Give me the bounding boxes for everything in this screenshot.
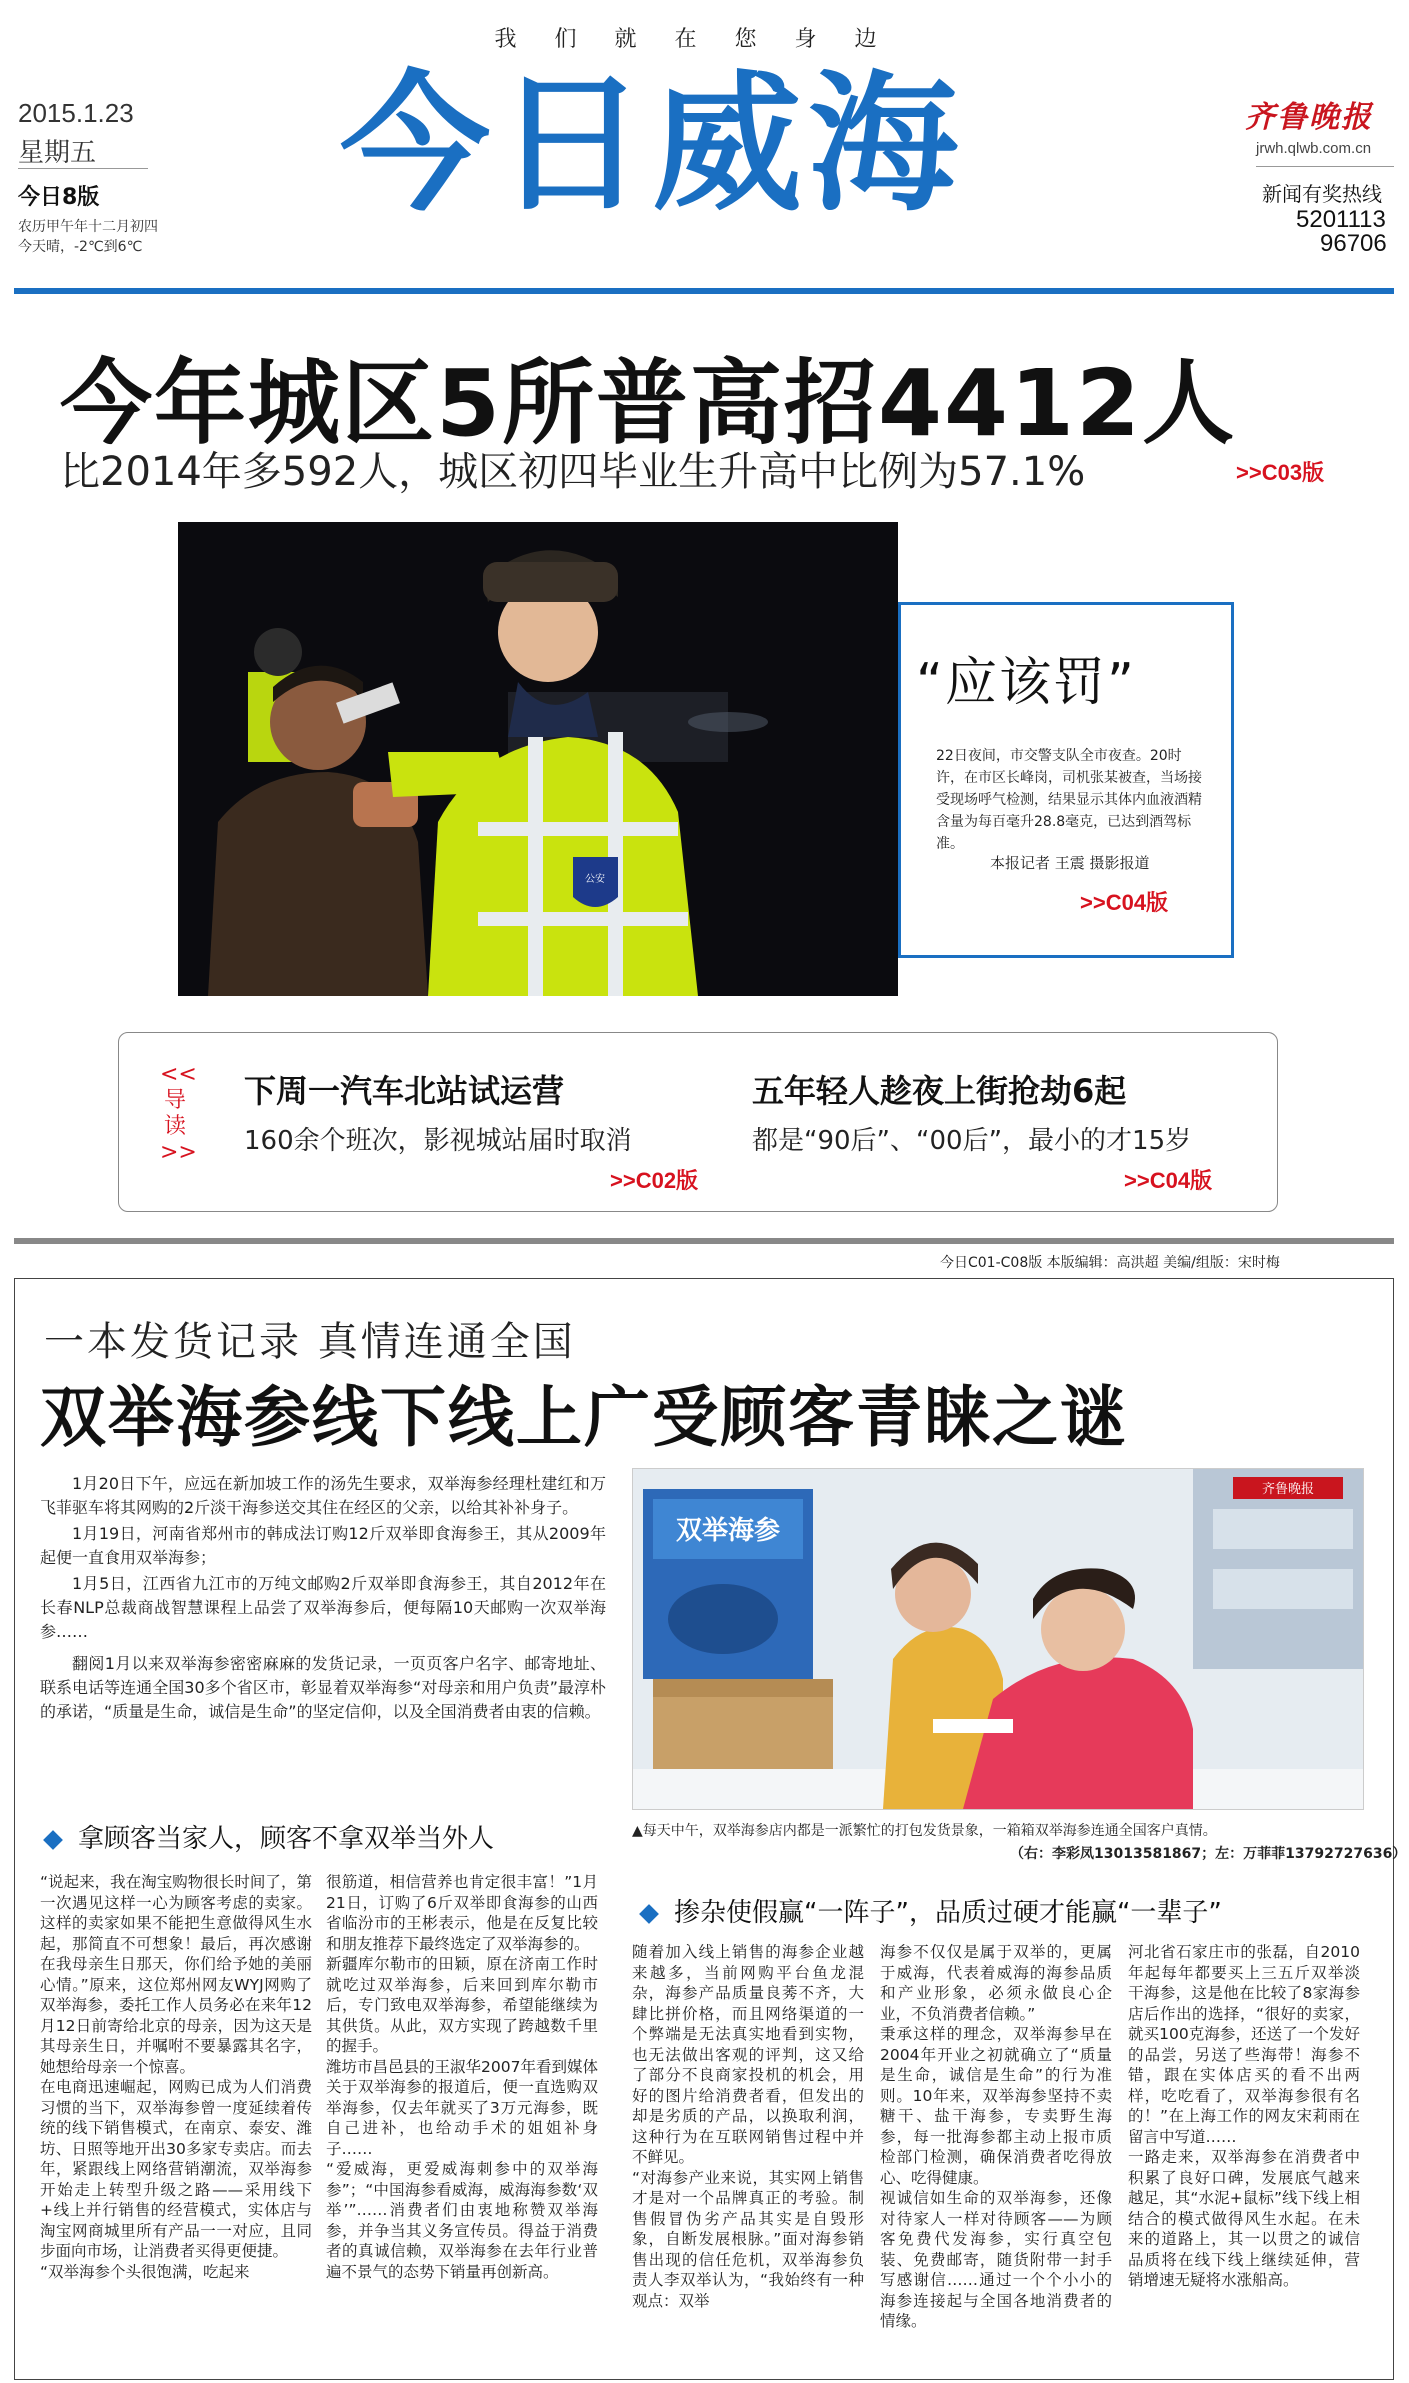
weather: 今天晴，-2℃到6℃ xyxy=(18,239,143,255)
article-column: “说起来，我在淘宝购物很长时间了，第一次遇见这样一心为顾客考虑的卖家。这样的卖家如果不能把生意做得风生水起，那简直不可想象！最后，再次感谢在我母亲生日那天，你们给予她的美丽心情。”原来，这位郑州网友WYJ网购了双举海参，委托工作人员务必在来年12月12日前寄给北京的母亲，因为这天是其母亲生日，并嘱咐不要暴露其名字，她想给母亲一个惊喜。 在电商迅速崛起，网购已成为人们消费习惯的当下，双举海参曾一度延续着传统的线下销售模式，在南京、泰安、潍坊、日照等地开出30多家专卖店。而去年，紧跟线上网络营销潮流，双举海参开始走上转型升级之路——采用线下+线上并行销售的经营模式，实体店与淘宝网商城里所有产品一一对应，且同步面向市场，让消费者买得更便捷。 “双举海参个头很饱满，吃起来 xyxy=(40,1873,312,2281)
intro-paragraph: 1月19日，河南省郑州市的韩成法订购12斤双举即食海参王，其从2009年起便一直食用双举海参； xyxy=(40,1524,606,1567)
lead-headline: 今年城区5所普高招4412人 xyxy=(60,350,1237,457)
diamond-bullet-icon xyxy=(639,1904,659,1924)
advertorial-intro xyxy=(40,1472,606,1724)
page-reference: >>C04版 xyxy=(1080,890,1169,915)
page-reference: >>C02版 xyxy=(610,1168,699,1193)
police-photo-illustration xyxy=(178,522,898,996)
daodu-label: <<导读>> xyxy=(160,1062,197,1165)
brand-logo: 齐鲁晚报 xyxy=(1245,100,1373,135)
article-column: 随着加入线上销售的海参企业越来越多，当前网购平台鱼龙混杂，海参产品质量良莠不齐，大肆比拼价格，而且网络渠道的一个弊端是无法真实地看到实物，也无法做出客观的评判，这又给了部分不良商家投机的机会，用好的图片给消费者看，但发出的却是劣质的产品，以换取利润，这种行为在互联网销售过程中并不鲜见。 “对海参产业来说，其实网上销售才是对一个品牌真正的考验。制售假冒伪劣产品其实是自毁形象，自断发展根脉。”面对海参销售出现的信任危机，双举海参负责人李双举认为，“我始终有一种观点：双举 xyxy=(632,1943,864,2310)
store-photo-illustration xyxy=(633,1469,1363,1809)
article-column: 很筋道，相信营养也肯定很丰富！”1月21日，订购了6斤双举即食海参的山西省临汾市的王彬表示，他是在反复比较和朋友推荐下最终选定了双举海参的。 新疆库尔勒市的田颖，原在济南工作时就吃过双举海参，后来回到库尔勒市后，专门致电双举海参，希望能继续为其供货。从此，双方实现了跨越数千里的握手。 潍坊市昌邑县的王淑华2007年看到媒体关于双举海参的报道后，便一直选购双举海参，仅去年就买了3万元海参，既自己进补，也给动手术的姐姐补身子…… “爱威海，更爱威海刺参中的双举海参”；“中国海参看威海，威海海参数‘双举’”……消费者们由衷地称赞双举海参，并争当其义务宣传员。得益于消费者的真诚信赖，双举海参在去年行业普遍不景气的态势下销量再创新高。 xyxy=(326,1873,598,2281)
intro-paragraph: 1月20日下午，应远在新加坡工作的汤先生要求，双举海参经理杜建红和万飞菲驱车将其网购的2斤淡干海参送交其住在经区的父亲，以给其补补身子。 xyxy=(40,1474,606,1517)
intro-paragraph: 翻阅1月以来双举海参密密麻麻的发货记录，一页页客户名字、邮寄地址、联系电话等连通全国30多个省区市，彰显着双举海参“对母亲和用户负责”最淳朴的承诺，“质量是生命，诚信是生命”的坚定信仰，以及全国消费者由衷的信赖。 xyxy=(40,1654,606,1721)
photo-caption: ▲每天中午，双举海参店内都是一派繁忙的打包发货景象，一箱箱双举海参连通全国客户真情。 xyxy=(632,1823,1217,1839)
brand-url: jrwh.qlwb.com.cn xyxy=(1256,140,1372,157)
photo-credit: 本报记者 王震 摄影报道 xyxy=(990,854,1150,872)
lead-subhead: 比2014年多592人，城区初四毕业生升高中比例为57.1% xyxy=(60,449,1086,495)
sea-cucumber-store-photo xyxy=(632,1468,1364,1810)
intro-paragraph: 1月5日，江西省九江市的万纯文邮购2斤双举即食海参王，其自2012年在长春NLP总裁商战智慧课程上品尝了双举海参后，便每隔10天邮购一次双举海参…… xyxy=(40,1574,606,1641)
hotline-number: 5201113 xyxy=(1296,206,1386,233)
edition-count: 今日8版 xyxy=(18,185,100,210)
guide-item-subtitle: 都是“90后”、“00后”，最小的才15岁 xyxy=(752,1126,1192,1156)
photo-caption: 22日夜间，市交警支队全市夜查。20时许，在市区长峰岗，司机张某被查，当场接受现场呼气检测，结果显示其体内血液酒精含量为每百毫升28.8毫克，已达到酒驾标准。 xyxy=(936,748,1202,852)
store-sign-text: 齐鲁晚报 xyxy=(1261,1482,1315,1497)
advertorial-title: 双举海参线下线上广受顾客青睐之谜 xyxy=(40,1379,1128,1456)
slogan: 我们就在您身边 xyxy=(494,27,915,52)
page-reference: >>C03版 xyxy=(1236,460,1325,485)
divider xyxy=(1256,166,1394,167)
section-heading-text: 拿顾客当家人，顾客不拿双举当外人 xyxy=(78,1824,495,1854)
divider xyxy=(18,168,148,169)
photo-quote: “应该罚” xyxy=(916,653,1136,713)
diamond-bullet-icon xyxy=(43,1830,63,1850)
lunar-date: 农历甲午年十二月初四 xyxy=(18,219,158,235)
page-meta: 今日C01-C08版 本版编辑：高洪超 美编/组版：宋时梅 xyxy=(940,1255,1280,1271)
section-heading xyxy=(46,1818,494,1855)
advertorial-kicker: 一本发货记录 真情连通全国 xyxy=(44,1319,576,1365)
masthead-rule xyxy=(14,288,1394,294)
newspaper-title: 今日威海 xyxy=(340,58,965,232)
guide-item-subtitle: 160余个班次，影视城站届时取消 xyxy=(244,1126,632,1156)
section-rule xyxy=(14,1238,1394,1244)
hotline-number: 96706 xyxy=(1320,230,1387,257)
issue-date: 2015.1.23 xyxy=(18,98,134,128)
news-photo-police-checkpoint xyxy=(178,522,898,996)
weekday: 星期五 xyxy=(18,138,97,168)
hotline-label: 新闻有奖热线 xyxy=(1262,182,1382,206)
article-column: 海参不仅仅是属于双举的，更属于威海，代表着威海的海参品质和产业形象，必须永做良心企业，不负消费者信赖。” 秉承这样的理念，双举海参早在2004年开业之初就确立了“质量是生命，诚信是生命”的行为准则。10年来，双举海参坚持不卖糖干、盐干海参，专卖野生海参，每一批海参都主动上报市质检部门检测，确保消费者吃得放心、吃得健康。 视诚信如生命的双举海参，还像对待家人一样对待顾客——为顾客免费代发海参，实行真空包装、免费邮寄，随货附带一封手写感谢信……通过一个个小小的海参连接起与全国各地消费者的情缘。 xyxy=(880,1943,1112,2330)
photo-credit: （右：李彩凤13013581867；左：万菲菲13792727636） xyxy=(1010,1846,1407,1862)
page-reference: >>C04版 xyxy=(1124,1168,1213,1193)
police-badge-text: 公安 xyxy=(585,874,605,885)
section-heading-text: 掺杂使假赢“一阵子”，品质过硬才能赢“一辈子” xyxy=(674,1898,1222,1928)
guide-item-title: 下周一汽车北站试运营 xyxy=(244,1072,565,1110)
box-label-text: 双举海参 xyxy=(675,1516,781,1546)
guide-item-title: 五年轻人趁夜上街抢劫6起 xyxy=(752,1072,1127,1110)
article-column: 河北省石家庄市的张磊，自2010年起每年都要买上三五斤双举淡干海参，这是他在比较了8家海参店后作出的选择，“很好的卖家，就买100克海参，还送了一个发好的品尝，另送了些海带！海参不错，跟在实体店买的看不出两样，吃吃看了，双举海参很有名的！”在上海工作的网友宋莉雨在留言中写道…… 一路走来，双举海参在消费者中积累了良好口碑，发展底气越来越足，其“水泥+鼠标”线下线上相结合的模式做得风生水起。在未来的道路上，其一以贯之的诚信品质将在线下线上继续延伸，营销增速无疑将水涨船高。 xyxy=(1128,1943,1360,2289)
section-heading xyxy=(642,1892,1222,1929)
